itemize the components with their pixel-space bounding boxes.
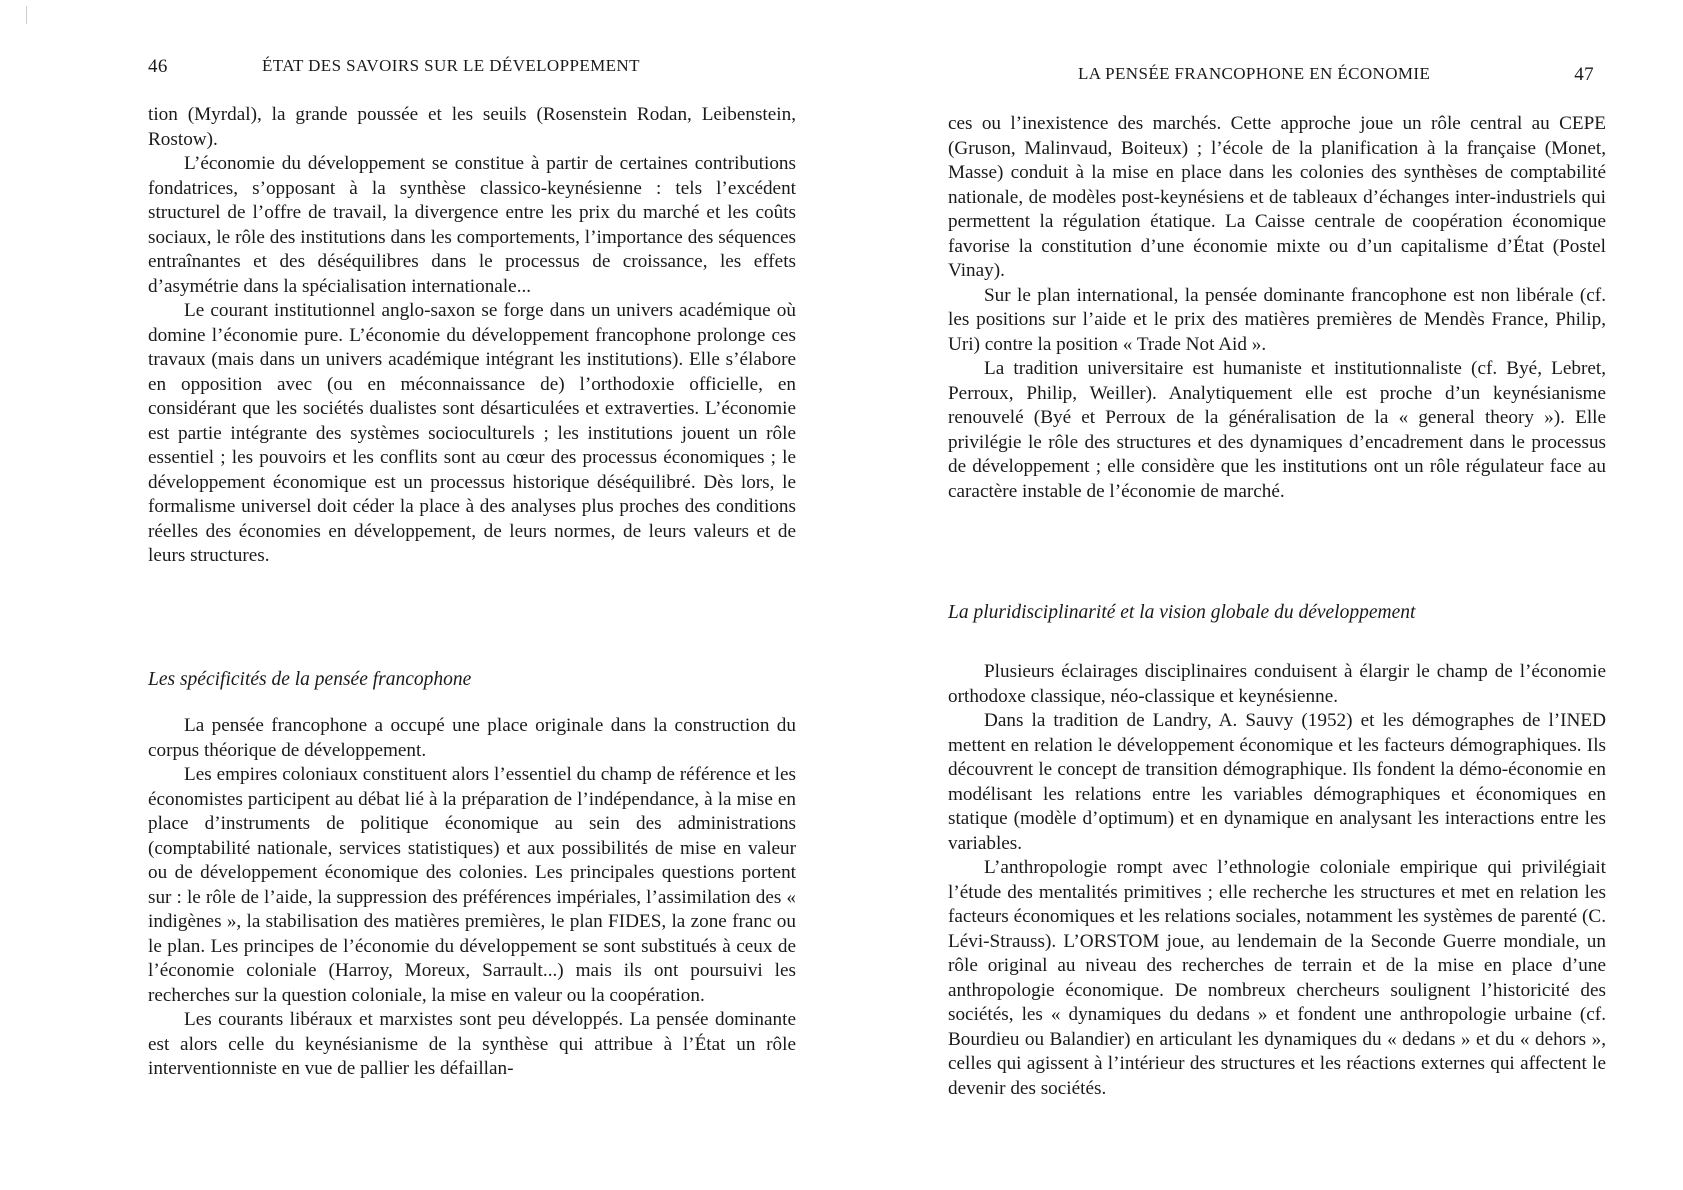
right-text-block-2 <box>948 660 1606 1101</box>
page-number: 47 <box>1574 64 1594 85</box>
left-text-block-2 <box>148 714 796 1082</box>
paragraph: Plusieurs éclairages disciplinaires conduisent à élargir le champ de l’économie orthodoxe classique, néo-classique et keynésienne. <box>948 661 1606 707</box>
paragraph: Les empires coloniaux constituent alors l’essentiel du champ de référence et les économistes participent au débat lié à la préparation de l’indépendance, à la mise en place d’instruments de politique économique au sein des administrations (comptabilité nationale, services statistiques) et aux possibilités de mise en valeur ou de développement économique des colonies. Les principales questions portent sur : le rôle de l’aide, la suppression des préférences impériales, l’assimilation des « indigènes », la stabilisation des matières premières, le plan FIDES, la zone franc ou le plan. Les principes de l’économie du développement se sont substitués à ceux de l’économie coloniale (Harroy, Moreux, Sarrault...) mais ils ont poursuivi les recherches sur la question coloniale, la mise en valeur ou la coopération. <box>148 764 796 1006</box>
running-head: LA PENSÉE FRANCOPHONE EN ÉCONOMIE <box>1078 64 1431 83</box>
paragraph: ces ou l’inexistence des marchés. Cette approche joue un rôle central au CEPE (Gruson, Malinvaud, Boiteux) ; l’école de la planification à la française (Monet, Masse) conduit à la mise en place dans les colonies des synthèses de comptabilité nationale, de modèles post-keynésiens et de tableaux d’échanges inter-industriels qui permettent la régulation étatique. La Caisse centrale de coopération économique favorise la constitution d’une économie mixte ou d’un capitalisme d’État (Postel Vinay). <box>948 113 1606 281</box>
paragraph: L’anthropologie rompt avec l’ethnologie coloniale empirique qui privilégiait l’étude des mentalités primitives ; elle recherche les structures et met en relation les facteurs économiques et les relations sociales, notamment les systèmes de parenté (C. Lévi-Strauss). L’ORSTOM joue, au lendemain de la Seconde Guerre mondiale, un rôle original au niveau des recherches de terrain et de la mise en place d’une anthropologie économique. De nombreux chercheurs soulignent l’historicité des sociétés, les « dynamiques du dedans » et fondent une anthropologie urbaine (cf. Bourdieu ou Balandier) en articulant les dynamiques du « dedans » et du « dehors », celles qui agissent à l’intérieur des structures et les réactions externes qui affectent le devenir des sociétés. <box>948 857 1606 1099</box>
page-number: 46 <box>148 56 168 77</box>
running-head: ÉTAT DES SAVOIRS SUR LE DÉVELOPPEMENT <box>262 56 640 75</box>
paragraph: La pensée francophone a occupé une place originale dans la construction du corpus théorique de développement. <box>148 715 796 761</box>
paragraph: Sur le plan international, la pensée dominante francophone est non libérale (cf. les positions sur l’aide et le prix des matières premières de Mendès France, Philip, Uri) contre la position « Trade Not Aid ». <box>948 284 1606 355</box>
left-text-block-1 <box>148 103 796 569</box>
scan-mark <box>26 6 27 24</box>
section-heading: La pluridisciplinarité et la vision globale du développement <box>948 602 1416 623</box>
paragraph: Les courants libéraux et marxistes sont peu développés. La pensée dominante est alors celle du keynésianisme de la synthèse qui attribue à l’État un rôle interventionniste en vue de pallier les défaillan- <box>148 1009 796 1079</box>
paragraph: La tradition universitaire est humaniste et institutionnaliste (cf. Byé, Lebret, Perroux, Philip, Weiller). Analytiquement elle est proche d’un keynésianisme renouvelé (Byé et Perroux de la généralisation de la « general theory »). Elle privilégie le rôle des structures et des dynamiques d’encadrement dans le processus de développement ; elle considère que les institutions ont un rôle régulateur face au caractère instable de l’économie de marché. <box>948 358 1606 502</box>
paragraph: L’économie du développement se constitue à partir de certaines contributions fondatrices, s’opposant à la synthèse classico-keynésienne : tels l’excédent structurel de l’offre de travail, la divergence entre les prix du marché et les coûts sociaux, le rôle des institutions dans les comportements, l’importance des séquences entraînantes et des déséquilibres dans le processus de croissance, les effets d’asymétrie dans la spécialisation internationale... <box>148 153 796 297</box>
paragraph: Le courant institutionnel anglo-saxon se forge dans un univers académique où domine l’économie pure. L’économie du développement francophone prolonge ces travaux (mais dans un univers académique intégrant les institutions). Elle s’élabore en opposition avec (ou en méconnaissance de) l’orthodoxie officielle, en considérant que les sociétés dualistes sont désarticulées et extraverties. L’économie est partie intégrante des systèmes socioculturels ; les institutions jouent un rôle essentiel ; les pouvoirs et les conflits sont au cœur des processus économiques ; le développement économique est un processus historique déséquilibré. Dès lors, le formalisme universel doit céder la place à des analyses plus proches des conditions réelles des économies en développement, de leurs normes, de leurs valeurs et de leurs structures. <box>148 300 796 566</box>
section-heading: Les spécificités de la pensée francophone <box>148 669 472 690</box>
right-text-block-1 <box>948 112 1606 504</box>
left-page <box>148 0 796 1190</box>
right-header <box>948 64 1606 88</box>
paragraph: Dans la tradition de Landry, A. Sauvy (1952) et les démographes de l’INED mettent en relation le développement économique et les facteurs démographiques. Ils découvrent le concept de transition démographique. Ils fondent la démo-économie en modélisant les relations entre les variables démographiques et économiques en statique (modèle d’optimum) et en dynamique en analysant les interactions entre les variables. <box>948 710 1606 854</box>
right-page <box>948 0 1606 1190</box>
paragraph: tion (Myrdal), la grande poussée et les seuils (Rosenstein Rodan, Leibenstein, Rostow). <box>148 104 796 150</box>
left-header <box>148 56 796 80</box>
